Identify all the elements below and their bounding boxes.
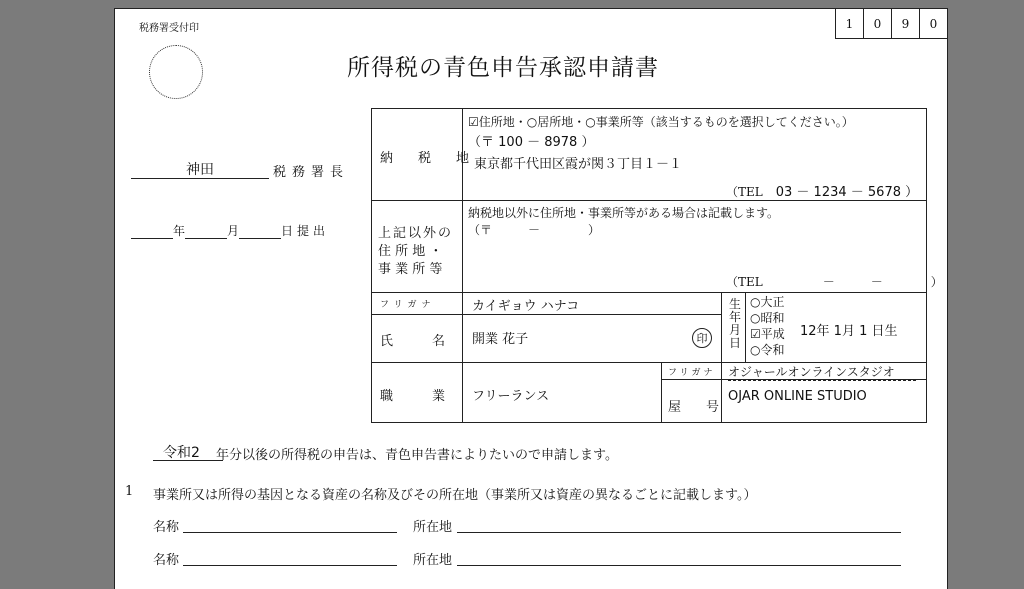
furigana-value[interactable]: カイギョウ ハナコ: [472, 299, 580, 314]
premise-location-label: 所在地: [413, 520, 453, 535]
other-address-label-3: 事 業 所 等: [378, 262, 443, 277]
other-address-label-2: 住 所 地 ・: [378, 244, 443, 259]
premise-location-label: 所在地: [413, 553, 453, 568]
application-sentence: 年分以後の所得税の申告は、青色申告書によりたいので申請します。: [216, 448, 618, 463]
applicant-info-table: [371, 108, 943, 423]
other-address-postal[interactable]: （〒 － ）: [468, 223, 601, 237]
birth-date-label: 生 年 月 日: [729, 297, 742, 350]
application-year-field[interactable]: 令和2: [153, 442, 223, 461]
premise-name-label: 名称: [153, 520, 180, 535]
code-digit: 0: [919, 9, 947, 38]
premise-name-blank[interactable]: [183, 517, 397, 533]
birth-date-value[interactable]: 12年 1月 1 日生: [800, 324, 898, 339]
other-address-label-1: 上記以外の: [378, 226, 454, 241]
seal-mark: 印: [692, 328, 712, 348]
trade-name-label: 屋 号: [668, 400, 726, 415]
tax-place-label: 納 税 地: [380, 151, 476, 166]
reception-stamp-label: 税務署受付印: [139, 23, 199, 34]
furigana-label: フリガナ: [380, 300, 436, 310]
tax-place-tel: （TEL 03 － 1234 － 5678 ）: [726, 185, 919, 200]
tax-place-address[interactable]: 東京都千代田区霞が関３丁目１－１: [474, 157, 683, 172]
code-digit: 9: [891, 9, 919, 38]
other-address-tel[interactable]: （TEL － － ）: [726, 275, 943, 289]
item-number: 1: [125, 484, 134, 499]
reception-stamp-circle: [149, 45, 203, 99]
day-blank[interactable]: [239, 226, 281, 239]
name-value[interactable]: 開業 花子: [472, 332, 529, 347]
tax-place-postal: （〒 100 － 8978 ）: [468, 135, 595, 150]
occupation-value[interactable]: フリーランス: [472, 389, 550, 404]
residence-type-options[interactable]: ☑住所地・○居所地・○事業所等（該当するものを選択してください。）: [468, 115, 854, 129]
tax-office-suffix: 税務署長: [273, 165, 350, 180]
premise-location-blank[interactable]: [457, 517, 901, 533]
form-title: 所得税の青色申告承認申請書: [347, 55, 659, 81]
form-code-box: [835, 8, 948, 39]
code-digit: 1: [845, 16, 854, 31]
trade-name-value[interactable]: OJAR ONLINE STUDIO: [728, 389, 867, 404]
birth-era-options[interactable]: ○大正 ○昭和 ☑平成 ○令和: [750, 295, 785, 357]
other-address-note: 納税地以外に住所地・事業所等がある場合は記載します。: [468, 206, 780, 220]
premise-name-label: 名称: [153, 553, 180, 568]
trade-furigana-value[interactable]: オジャールオンラインスタジオ: [728, 363, 916, 381]
trade-furigana-label: フリガナ: [668, 368, 716, 378]
name-label: 氏 名: [380, 334, 446, 349]
tax-office-name-field[interactable]: 神田: [131, 159, 269, 179]
code-digit: 0: [863, 9, 891, 38]
premise-name-blank[interactable]: [183, 550, 397, 566]
occupation-label: 職 業: [380, 389, 446, 404]
premise-location-blank[interactable]: [457, 550, 901, 566]
year-blank[interactable]: [131, 226, 173, 239]
application-form-sheet: [114, 8, 948, 589]
submit-date-line: 年 月 日提出: [131, 222, 329, 239]
item-1-description: 事業所又は所得の基因となる資産の名称及びその所在地（事業所又は資産の異なるごとに記載します。）: [153, 488, 757, 503]
month-blank[interactable]: [185, 226, 227, 239]
